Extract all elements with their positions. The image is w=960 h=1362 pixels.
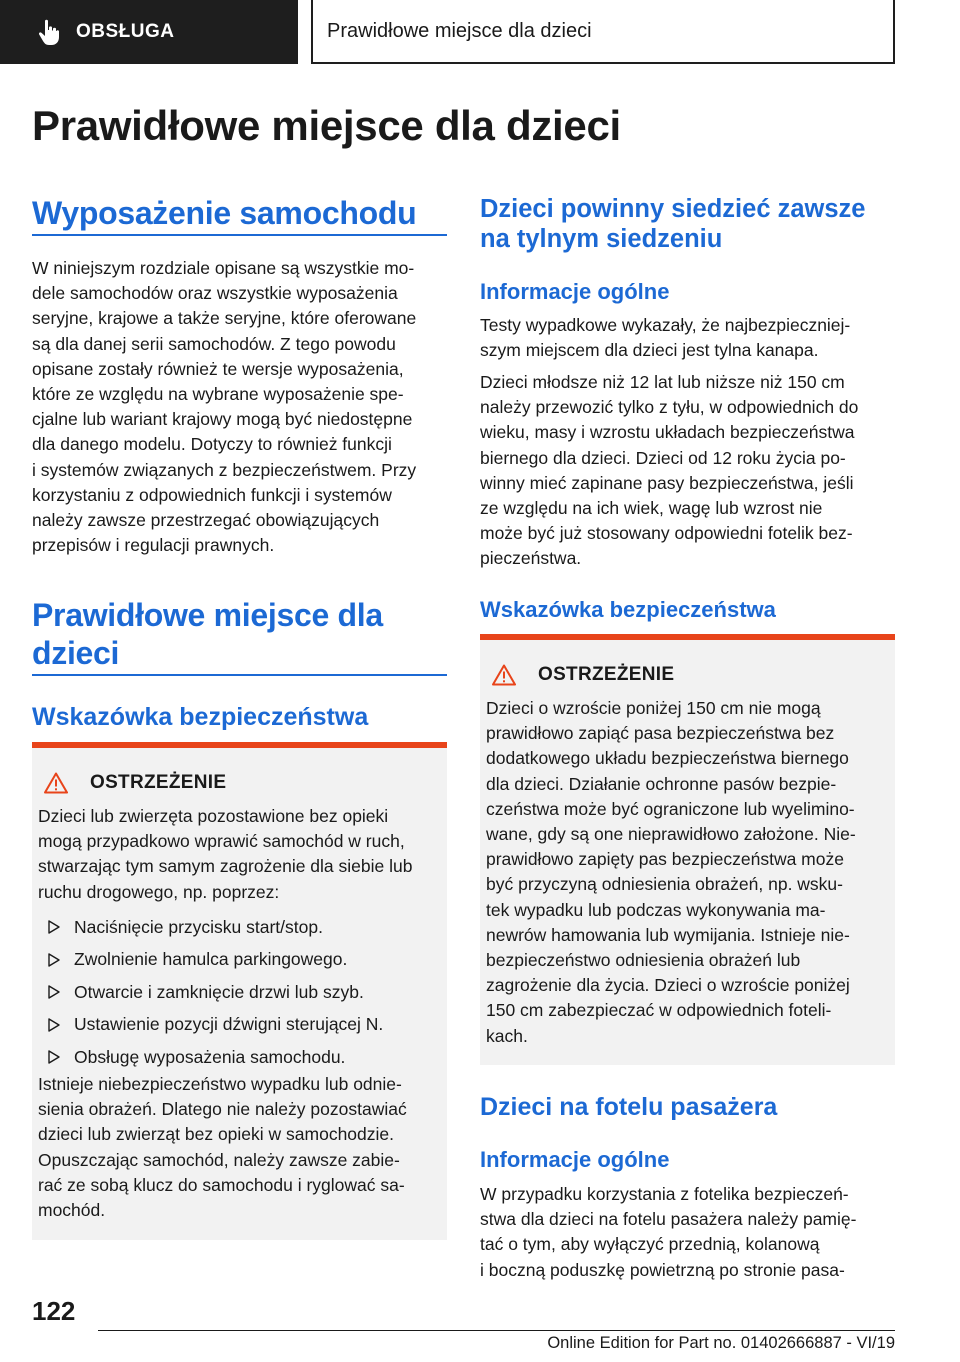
section-tab-label: OBSŁUGA [76,21,175,42]
bullet-triangle-icon [48,1018,60,1032]
list-item: Obsługę wyposażenia samochodu. [48,1041,441,1074]
list-item: Ustawienie pozycji dźwigni sterującej N. [48,1009,441,1042]
list-item: Zwolnienie hamulca parkingowego. [48,944,441,977]
page-number: 122 [32,1296,76,1326]
child-place-heading-rule [32,674,447,676]
chapter-title: Prawidłowe miejsce dla dzieci [327,19,592,42]
passenger-general-heading: Informacje ogólne [480,1147,670,1172]
general-info-heading: Informacje ogólne [480,279,670,304]
children-rear-paragraph: Dzieci młodsze niż 12 lat lub niższe niż 150 cm należy przewozić tylko z tyłu, w odpowiednich do wieku, masy i wzrostu układach bezpieczeństwa biernego dla dzieci. Dzieci od 12 roku życia po‐ winny mieć zapinane pasy bezpieczeństwa, jeśli ze względu na ich wiek, wagę lub wzrost nie może być już stosowany odpowiedni fotelik bez‐ pieczeństwa. [480,372,859,569]
equipment-paragraph: W niniejszym rozdziale opisane są wszystkie mo‐ dele samochodów oraz wszystkie wyposażenia seryjne, krajowe a także seryjne, które oferowane są dla danej serii samochodów. Z tego powodu opisane zostały również te wersje wyposażenia, które ze względu na wybrane wyposażenie spe‐ cjalne lub wariant krajowy mogą być niedostępne dla danego modelu. Dotyczy to również funkcji i systemów związanych z bezpieczeństwem. Przy korzystaniu z odpowiednich funkcji i systemów należy zawsze przestrzegać obowiązujących przepisów i regulacji prawnych. [32,258,417,556]
left-warning-label: OSTRZEŻENIE [90,772,227,793]
warning-triangle-icon [492,664,516,686]
left-safety-heading: Wskazówka bezpieczeństwa [32,703,369,731]
bullet-triangle-icon [48,1050,60,1064]
chapter-header [311,0,895,64]
equipment-heading-rule [32,234,447,236]
left-warning-bullets [48,911,441,1074]
list-item: Otwarcie i zamknięcie drzwi lub szyb. [48,976,441,1009]
list-item: Naciśnięcie przycisku start/stop. [48,911,441,944]
hand-pointer-icon [34,17,64,47]
passenger-paragraph: W przypadku korzystania z fotelika bezpieczeń‐ stwa dla dzieci na fotelu pasażera należy pamię‐ tać o tym, aby wyłączyć przednią, kolanową i boczną poduszkę powietrzną po stronie pasa‐ [480,1184,857,1280]
bullet-triangle-icon [48,953,60,967]
bullet-triangle-icon [48,920,60,934]
left-warning-intro: Dzieci lub zwierzęta pozostawione bez opieki mogą przypadkowo wprawić samochód w ruch, stwarzając tym samym zagrożenie dla siebie lub ruchu drogowego, np. poprzez: [38,806,413,902]
passenger-seat-heading: Dzieci na fotelu pasażera [480,1093,778,1121]
right-warning-text: Dzieci o wzroście poniżej 150 cm nie mogą prawidłowo zapiąć pasa bezpieczeństwa bez dodatkowego układu bezpieczeństwa biernego dla dzieci. Działanie ochronne pasów bezpie‐ czeństwa może być ograniczone lub wyelimino‐ wane, gdy są one nieprawidłowo założone. Nie‐ prawidłowo zapięty pas bezpieczeństwa może być przyczyną odniesienia obrażeń, np. wsku‐ tek wypadku lub podczas wykonywania ma‐ newrów hamowania lub wymijania. Istnieje nie‐ bezpieczeństwo odniesienia obrażeń lub zagrożenie dla życia. Dzieci o wzroście poniżej 150 cm zabezpieczać w odpowiednich foteli‐ kach. [486,698,856,1046]
warning-triangle-icon [44,772,68,794]
right-safety-heading: Wskazówka bezpieczeństwa [480,597,776,622]
edition-note: Online Edition for Part no. 01402666887 - VI/19 [547,1334,895,1352]
left-warning-header [44,772,226,794]
right-warning-box [480,634,895,1065]
section-tab [0,0,298,64]
page-title: Prawidłowe miejsce dla dzieci [32,102,621,149]
footer-rule [98,1330,895,1331]
bullet-triangle-icon [48,985,60,999]
left-warning-outro: Istnieje niebezpieczeństwo wypadku lub odnie‐ sienia obrażeń. Dlatego nie należy pozostawiać dzieci lub zwierząt bez opieki w samochodzie. Opuszczając samochód, należy zawsze zabie‐ rać ze sobą klucz do samochodu i ryglować sa‐ mochód. [38,1074,407,1221]
left-warning-box [32,742,447,1240]
right-warning-label: OSTRZEŻENIE [538,664,675,685]
general-info-paragraph: Testy wypadkowe wykazały, że najbezpieczniej‐ szym miejscem dla dzieci jest tylna kanapa. [480,315,851,361]
equipment-heading: Wyposażenie samochodu [32,195,417,231]
right-warning-header [492,664,674,686]
rear-seat-heading: Dzieci powinny siedzieć zawsze na tylnym siedzeniu [480,195,866,253]
child-place-heading: Prawidłowe miejsce dla dzieci [32,597,383,671]
